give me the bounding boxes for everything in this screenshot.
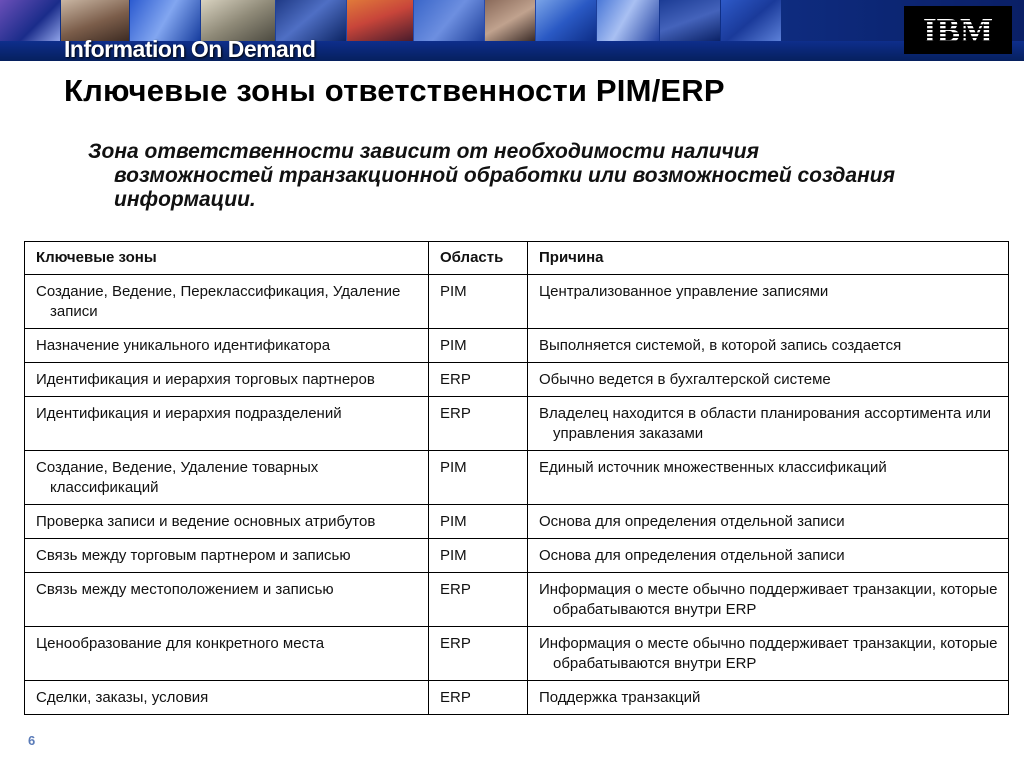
table-header-row bbox=[25, 242, 1009, 275]
ibm-logo-text: IBM bbox=[923, 14, 993, 46]
table-row bbox=[25, 627, 1009, 681]
banner-photo-2 bbox=[61, 0, 129, 41]
zone-cell: Идентификация и иерархия подразделений bbox=[25, 397, 429, 451]
page-number: 6 bbox=[28, 733, 36, 748]
zone-cell: Назначение уникального идентификатора bbox=[25, 329, 429, 363]
area-cell: PIM bbox=[429, 329, 528, 363]
banner-photo-1 bbox=[0, 0, 60, 41]
table-row bbox=[25, 363, 1009, 397]
reason-cell: Обычно ведется в бухгалтерской системе bbox=[528, 363, 1009, 397]
banner-photo-9 bbox=[536, 0, 596, 41]
zone-cell: Сделки, заказы, условия bbox=[25, 681, 429, 715]
banner-photo-5 bbox=[276, 0, 346, 41]
column-header-area: Область bbox=[429, 242, 528, 275]
zone-cell: Создание, Ведение, Переклассификация, Удаление записи bbox=[25, 275, 429, 329]
banner-photo-7 bbox=[414, 0, 484, 41]
banner-photo-10 bbox=[597, 0, 659, 41]
column-header-zones: Ключевые зоны bbox=[25, 242, 429, 275]
table-row bbox=[25, 573, 1009, 627]
reason-cell: Информация о месте обычно поддерживает транзакции, которые обрабатываются внутри ERP bbox=[528, 573, 1009, 627]
banner-photo-4 bbox=[201, 0, 275, 41]
banner-title: Information On Demand bbox=[64, 36, 316, 61]
table-row bbox=[25, 539, 1009, 573]
zone-cell: Связь между местоположением и записью bbox=[25, 573, 429, 627]
area-cell: PIM bbox=[429, 539, 528, 573]
area-cell: ERP bbox=[429, 363, 528, 397]
reason-cell: Основа для определения отдельной записи bbox=[528, 505, 1009, 539]
table-row bbox=[25, 451, 1009, 505]
zone-cell: Ценообразование для конкретного места bbox=[25, 627, 429, 681]
area-cell: PIM bbox=[429, 275, 528, 329]
zone-cell: Связь между торговым партнером и записью bbox=[25, 539, 429, 573]
area-cell: ERP bbox=[429, 573, 528, 627]
banner-photo-3 bbox=[130, 0, 200, 41]
banner-photo-8 bbox=[485, 0, 535, 41]
zone-cell: Создание, Ведение, Удаление товарных классификаций bbox=[25, 451, 429, 505]
table-row bbox=[25, 275, 1009, 329]
table-row bbox=[25, 505, 1009, 539]
column-header-reason: Причина bbox=[528, 242, 1009, 275]
responsibility-table bbox=[24, 241, 1009, 715]
reason-cell: Основа для определения отдельной записи bbox=[528, 539, 1009, 573]
banner-photo-11 bbox=[660, 0, 720, 41]
banner-photo-6 bbox=[347, 0, 413, 41]
reason-cell: Информация о месте обычно поддерживает транзакции, которые обрабатываются внутри ERP bbox=[528, 627, 1009, 681]
area-cell: PIM bbox=[429, 451, 528, 505]
subtitle: Зона ответственности зависит от необходимости наличия возможностей транзакционной обработки или возможностей создания информации. bbox=[88, 140, 895, 211]
reason-cell: Поддержка транзакций bbox=[528, 681, 1009, 715]
ibm-logo-mark bbox=[920, 14, 996, 46]
page-title: Ключевые зоны ответственности PIM/ERP bbox=[64, 73, 725, 108]
area-cell: ERP bbox=[429, 681, 528, 715]
area-cell: ERP bbox=[429, 627, 528, 681]
zone-cell: Проверка записи и ведение основных атрибутов bbox=[25, 505, 429, 539]
table-row bbox=[25, 681, 1009, 715]
header-banner bbox=[0, 0, 1024, 61]
reason-cell: Владелец находится в области планирования ассортимента или управления заказами bbox=[528, 397, 1009, 451]
zone-cell: Идентификация и иерархия торговых партнеров bbox=[25, 363, 429, 397]
reason-cell: Единый источник множественных классификаций bbox=[528, 451, 1009, 505]
reason-cell: Выполняется системой, в которой запись создается bbox=[528, 329, 1009, 363]
ibm-logo bbox=[904, 6, 1012, 54]
area-cell: PIM bbox=[429, 505, 528, 539]
table-row bbox=[25, 329, 1009, 363]
banner-photo-12 bbox=[721, 0, 781, 41]
reason-cell: Централизованное управление записями bbox=[528, 275, 1009, 329]
table-row bbox=[25, 397, 1009, 451]
area-cell: ERP bbox=[429, 397, 528, 451]
